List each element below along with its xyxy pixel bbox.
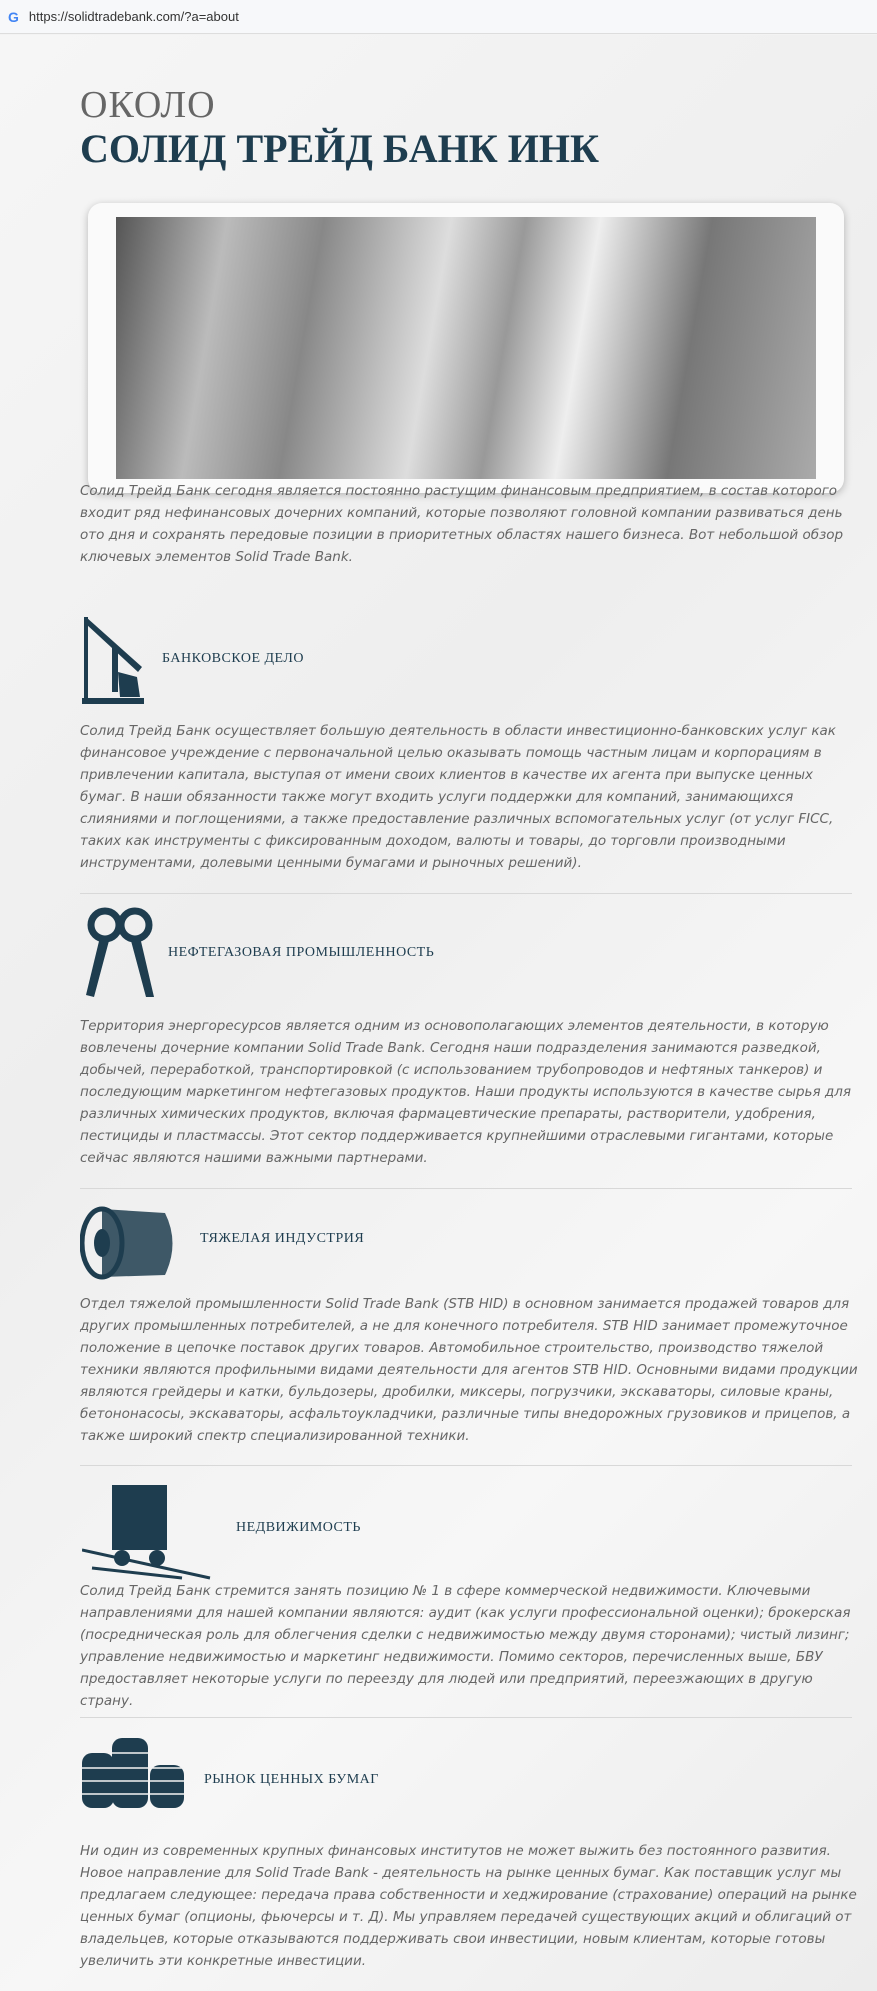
oil-pump-icon [82, 612, 144, 707]
section-title-heavy-industry: ТЯЖЕЛАЯ ИНДУСТРИЯ [200, 1231, 365, 1246]
section-text-oil-gas: Территория энергоресурсов является одним из основополагающих элементов деятельности, в которую вовлечены дочерние компании Solid Trade Bank. Сегодня наши подразделения занимаются разведкой, добычей, переработкой, транспортировкой (с использованием трубопроводов и нефтяных танкеров) и последующим маркетингом нефтегазовых продуктов. Наши продукты используются в качестве сырья для различных химических продуктов, включая фармацевтические препараты, растворители, удобрения, пестициды и пластмассы. Этот сектор поддерживается крупнейшими отраслевыми гигантами, которые сейчас являются нашими важными партнерами. [80, 1018, 851, 1166]
google-icon: G [8, 8, 19, 25]
address-bar[interactable] [0, 0, 877, 34]
section-title-securities: РЫНОК ЦЕННЫХ БУМАГ [204, 1772, 379, 1787]
section-title-oil-gas: НЕФТЕГАЗОВАЯ ПРОМЫШЛЕННОСТЬ [168, 945, 435, 960]
keys-icon [80, 905, 160, 1000]
url-text[interactable]: https://solidtradebank.com/?a=about [28, 9, 239, 24]
section-text-banking: Солид Трейд Банк осуществляет большую деятельность в области инвестиционно-банковских услуг как финансовое учреждение с первоначальной целью оказывать помощь частным лицам и корпорациям в привлечении капитала, выступая от имени своих клиентов в качестве их агента при выпуске ценных бумаг. В наши обязанности также могут входить услуги поддержки для компаний, занимающихся слияниями и поглощениями, а также предоставление различных вспомогательных услуг (от услуг FICC, таких как инструменты с фиксированным доходом, валюты и товары, до торговли производными инструментами, долевыми ценными бумагами и рыночных решений). [80, 723, 836, 871]
section-title-banking: БАНКОВСКОЕ ДЕЛО [162, 651, 305, 666]
section-text-heavy-industry: Отдел тяжелой промышленности Solid Trade Bank (STB HID) в основном занимается продажей товаров для других промышленных потребителей, а не для конечного потребителя. STB HID занимает промежуточное положение в цепочке поставок других товаров. Автомобильное строительство, производство тяжелой техники являются профильными видами деятельности для агентов STB HID. Основными видами продукции являются грейдеры и катки, бульдозеры, дробилки, миксеры, погрузчики, экскаваторы, силовые краны, бетононасосы, экскаваторы, асфальтоукладчики, различные типы внедорожных грузовиков и прицепов, а также широкий спектр специализированной техники. [80, 1296, 858, 1444]
about-page [0, 35, 877, 1991]
divider [80, 1465, 852, 1466]
page-title-small: ОКОЛО [80, 84, 216, 126]
buildings-photo [116, 217, 816, 479]
section-text-securities: Ни один из современных крупных финансовых институтов не может выжить без постоянного развития. Новое направление для Solid Trade Bank - деятельность на рынке ценных бумаг. Как поставщик услуг мы предлагаем следующее: передача права собственности и хеджирование (страхование) операций на рынке ценных бумаг (опционы, фьючерсы и т. Д). Мы управляем передачей существующих акций и облигаций от владельцев, которые отказываются поддерживать свои инвестиции, новым клиентам, которые готовы увеличить эти конкретные инвестиции. [80, 1843, 857, 1969]
mine-cart-icon [82, 1480, 212, 1580]
divider [80, 893, 852, 894]
divider [80, 1717, 852, 1718]
divider [80, 1188, 852, 1189]
money-roll-icon [80, 1203, 180, 1283]
section-text-real-estate: Солид Трейд Банк стремится занять позицию № 1 в сфере коммерческой недвижимости. Ключевыми направлениями для нашей компании являются: аудит (как услуги профессиональной оценки); брокерская (посредническая роль для облегчения сделки с недвижимостью между двумя сторонами); чистый лизинг; управление недвижимостью и маркетинг недвижимости. Помимо секторов, перечисленных выше, БВУ предоставляет некоторые услуги по переезду для людей или предприятий, переезжающих в другую страну. [80, 1583, 851, 1709]
coin-stacks-icon [80, 1733, 190, 1813]
intro-text: Солид Трейд Банк сегодня является постоянно растущим финансовым предприятием, в состав которого входит ряд нефинансовых дочерних компаний, которые позволяют головной компании развиваться день ото дня и сохранять передовые позиции в приоритетных областях нашего бизнеса. Вот небольшой обзор ключевых элементов Solid Trade Bank. [80, 483, 844, 565]
section-title-real-estate: НЕДВИЖИМОСТЬ [236, 1520, 361, 1535]
page-title: СОЛИД ТРЕЙД БАНК ИНК [80, 126, 600, 171]
banner-image [88, 203, 844, 493]
